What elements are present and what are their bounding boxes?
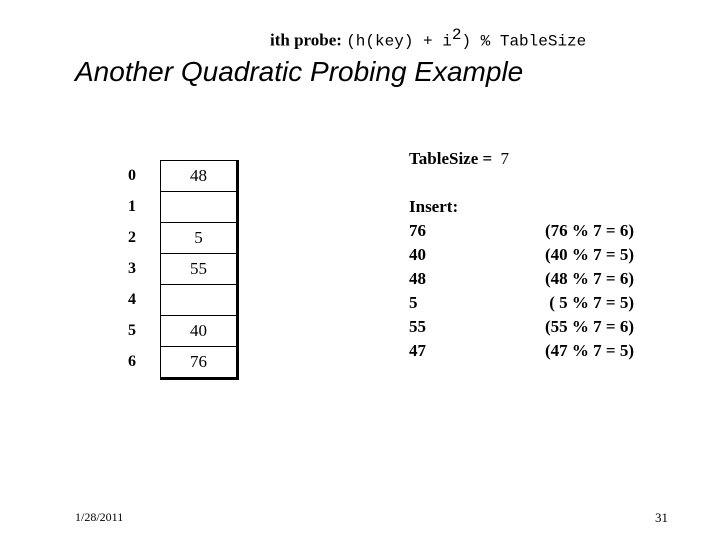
insert-calc: (55 % 7 = 6) [544,317,634,336]
insert-key: 5 [409,293,418,312]
index-label: 3 [128,260,136,277]
hash-cell: 40 [161,316,236,347]
insert-row [409,243,634,267]
hash-cell [161,192,236,223]
insert-calc: ( 5 % 7 = 5) [549,293,634,312]
table-size-label: TableSize = [409,149,497,168]
insert-key: 55 [409,317,426,336]
index-column [128,160,136,377]
hash-cell [161,285,236,316]
index-label: 5 [128,322,136,339]
index-label: 6 [128,353,136,370]
table-size-line [409,147,634,171]
footer-page-number: 31 [655,510,668,525]
hash-cell: 5 [161,223,236,254]
probe-formula [270,26,586,51]
insert-calc: (47 % 7 = 5) [544,341,634,360]
formula-prefix: ith probe: [270,30,347,50]
formula-superscript: 2 [451,26,462,44]
insert-key: 48 [409,269,426,288]
hash-cell: 48 [161,161,236,192]
insert-row [409,291,634,315]
table-size-value: 7 [500,149,509,168]
insert-calc: (40 % 7 = 5) [544,245,634,264]
formula-code-part1: (h(key) + i [346,32,452,51]
formula-code-part2: ) % TableSize [461,32,587,51]
index-label: 4 [128,291,136,308]
insert-key: 47 [409,341,426,360]
insert-row [409,267,634,291]
hash-cell: 55 [161,254,236,285]
insert-row [409,219,634,243]
insert-calc: (48 % 7 = 6) [544,269,634,288]
hash-table [160,160,239,380]
insert-key: 76 [409,221,426,240]
insert-row [409,315,634,339]
slide-title: Another Quadratic Probing Example [75,56,524,87]
hash-cell: 76 [190,352,207,371]
index-label: 2 [128,229,136,246]
insert-key: 40 [409,245,426,264]
insert-header: Insert: [409,197,459,216]
index-label: 0 [128,167,136,184]
index-label: 1 [128,198,136,215]
insert-panel [409,147,634,363]
insert-row [409,339,634,363]
insert-calc: (76 % 7 = 6) [544,221,634,240]
footer-date: 1/28/2011 [75,510,124,524]
